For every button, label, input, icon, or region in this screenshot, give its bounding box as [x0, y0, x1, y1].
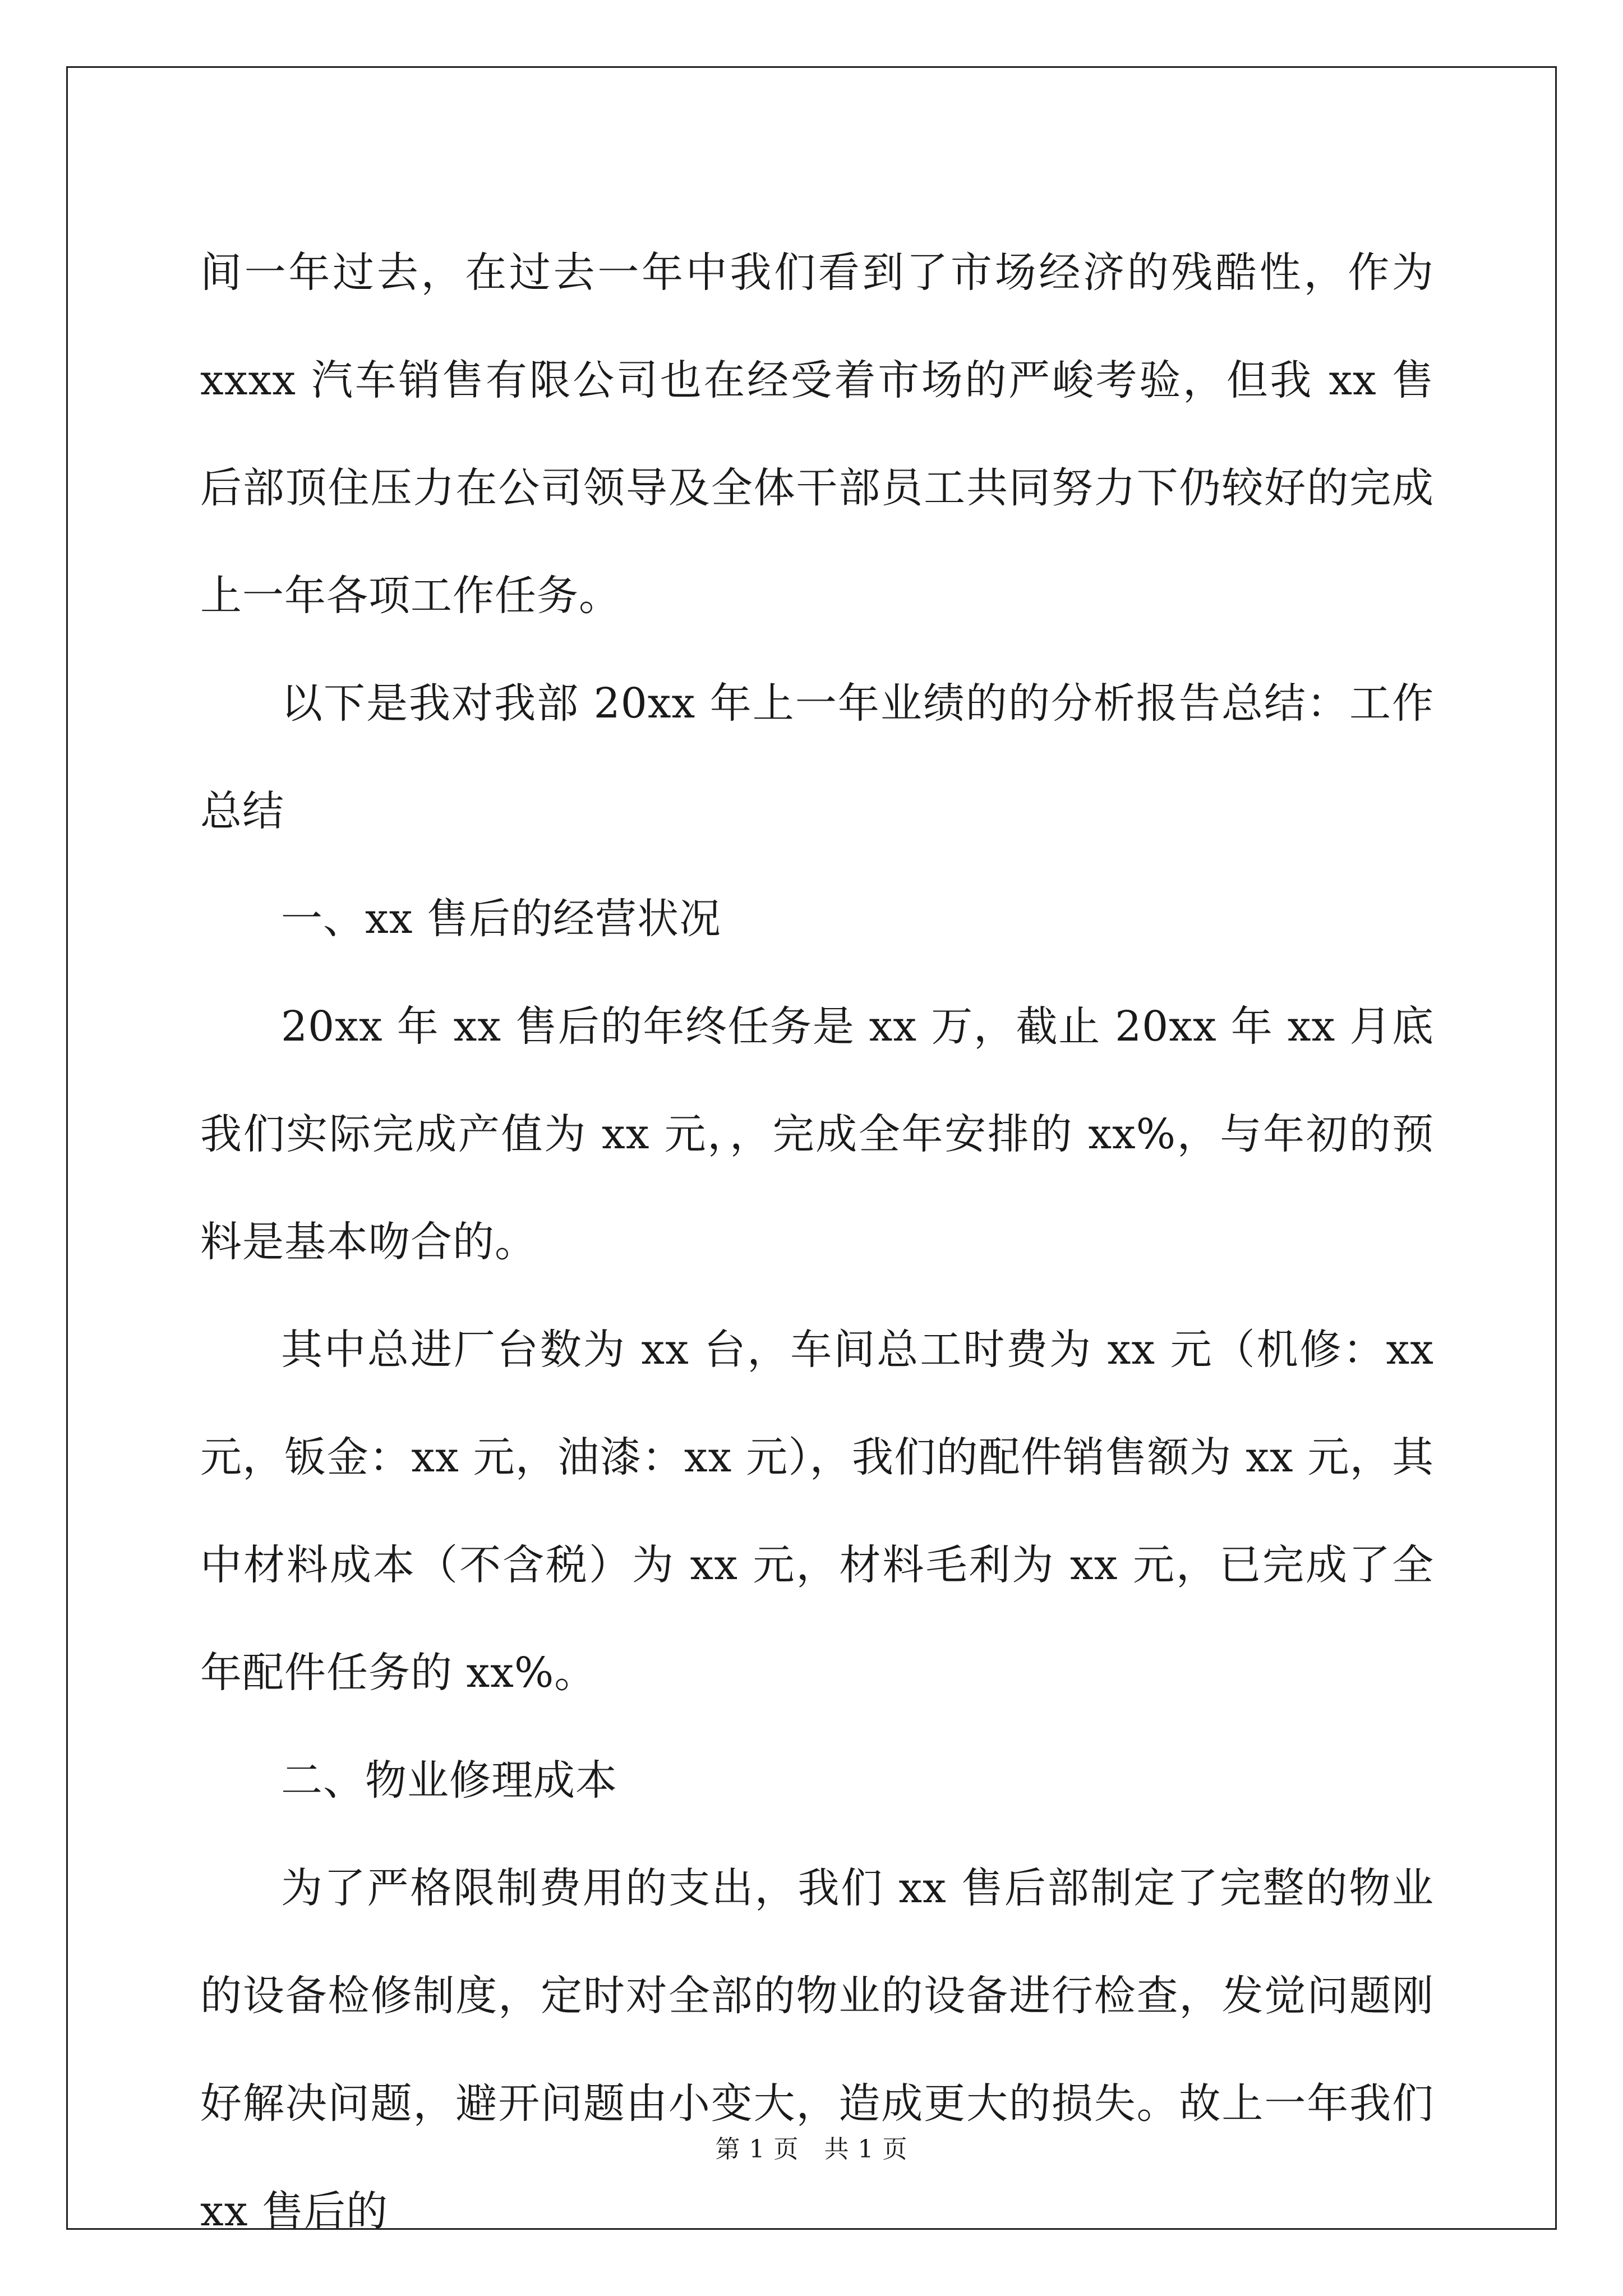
paragraph-summary-lead: 以下是我对我部 20xx 年上一年业绩的的分析报告总结：工作总结 — [200, 679, 1434, 835]
section-heading-repair-cost: 二、物业修理成本 — [281, 1756, 617, 1805]
paragraph-annual-task: 20xx 年 xx 售后的年终任务是 xx 万，截止 20xx 年 xx 月底我们实际完成产值为 xx 元，，完成全年安排的 xx%，与年初的预料是基本吻合的。 — [200, 1002, 1434, 1266]
document-body — [200, 219, 1434, 2265]
paragraph-workshop-figures: 其中总进厂台数为 xx 台，车间总工时费为 xx 元（机修：xx 元，钣金：xx 元，油漆：xx 元），我们的配件销售额为 xx 元，其中材料成本（不含税）为 xx 元，材料毛利为 xx 元，已完成了全年配件任务的 xx%。 — [200, 1326, 1434, 1697]
section-heading-operations: 一、xx 售后的经营状况 — [281, 895, 721, 943]
paragraph-cost-control: 为了严格限制费用的支出，我们 xx 售后部制定了完整的物业的设备检修制度，定时对全部的物业的设备进行检查，发觉问题刚好解决问题，避开问题由小变大，造成更大的损失。故上一年我们 xx 售后的 — [200, 1864, 1434, 2235]
page-number-footer: 第 1 页 共 1 页 — [715, 2135, 908, 2164]
paragraph-intro: 间一年过去，在过去一年中我们看到了市场经济的残酷性，作为 xxxx 汽车销售有限公司也在经受着市场的严峻考验，但我 xx 售后部顶住压力在公司领导及全体干部员工共同努力下仍较好的完成上一年各项工作任务。 — [200, 249, 1434, 620]
